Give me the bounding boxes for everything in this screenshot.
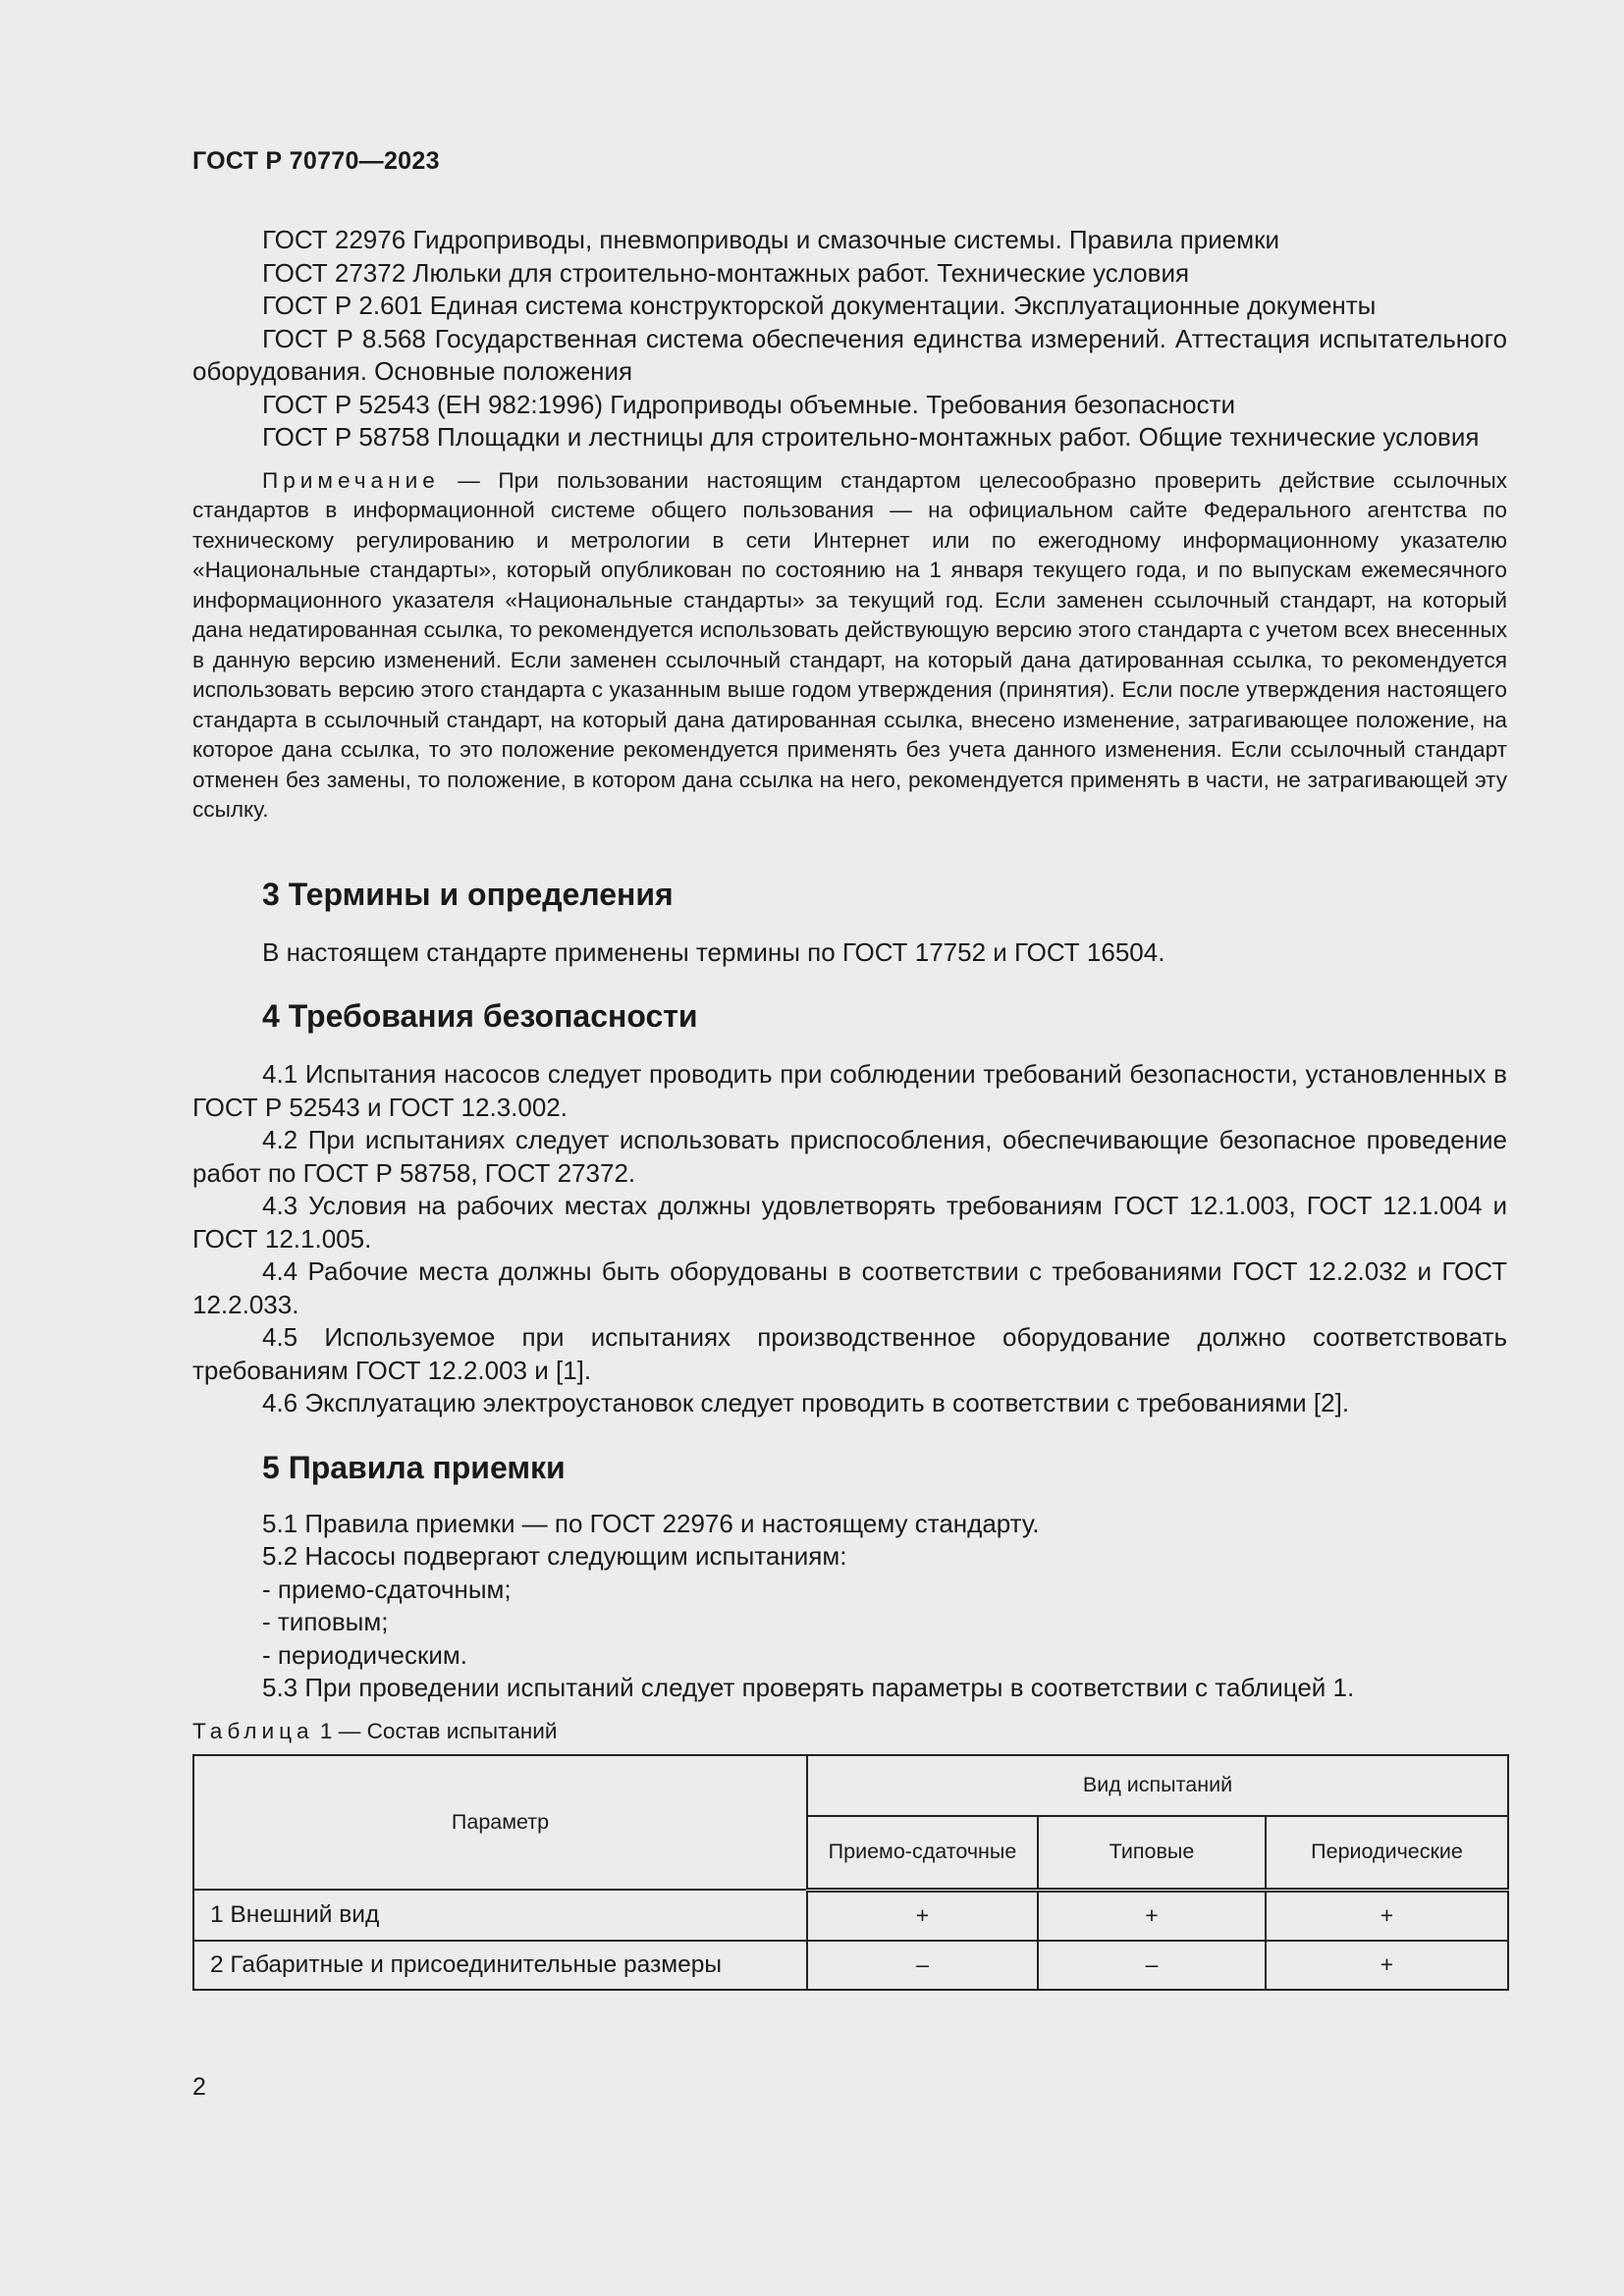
- ref-item: ГОСТ 22976 Гидроприводы, пневмоприводы и смазочные системы. Правила приемки: [262, 225, 1279, 254]
- clause-5-2: 5.2 Насосы подвергают следующим испытаниям:: [262, 1541, 847, 1571]
- clause-4-2: 4.2 При испытаниях следует использовать приспособления, обеспечивающие безопасное проведение работ по ГОСТ Р 58758, ГОСТ 27372.: [192, 1125, 1507, 1188]
- page-number: 2: [192, 2073, 206, 2101]
- ref-item: ГОСТ Р 2.601 Единая система конструкторской документации. Эксплуатационные документы: [262, 291, 1377, 320]
- table-row: [193, 1941, 1508, 1990]
- section-3-heading: 3 Термины и определения: [262, 876, 674, 912]
- table-cell-param: 2 Габаритные и присоединительные размеры: [193, 1941, 807, 1990]
- tests-table: [192, 1754, 1509, 1991]
- ref-item: ГОСТ 27372 Люльки для строительно-монтажных работ. Технические условия: [262, 257, 1190, 288]
- table-cell-mark: +: [1038, 1890, 1266, 1941]
- table-header-param: Параметр: [193, 1755, 807, 1891]
- page-header-doc-id: ГОСТ Р 70770—2023: [192, 147, 440, 175]
- table-header-type: Типовые: [1038, 1816, 1266, 1891]
- table-header-group: Вид испытаний: [807, 1755, 1508, 1816]
- table-header-row: [193, 1755, 1508, 1816]
- list-item: - типовым;: [262, 1607, 389, 1636]
- table-caption-label: Таблица: [192, 1718, 314, 1743]
- ref-item: ГОСТ Р 58758 Площадки и лестницы для строительно-монтажных работ. Общие технические условия: [262, 422, 1480, 452]
- table-header-periodic: Периодические: [1266, 1816, 1508, 1891]
- note-paragraph: [192, 466, 1507, 826]
- table-cell-mark: +: [1266, 1890, 1508, 1941]
- list-item: - приемо-сдаточным;: [262, 1574, 512, 1604]
- section-4-heading: 4 Требования безопасности: [262, 998, 698, 1034]
- section-3-text: В настоящем стандарте применены термины по ГОСТ 17752 и ГОСТ 16504.: [262, 936, 1165, 967]
- table-cell-param: 1 Внешний вид: [193, 1890, 807, 1941]
- table-cell-mark: –: [1038, 1941, 1266, 1990]
- table-row: [193, 1890, 1508, 1941]
- ref-item: ГОСТ Р 8.568 Государственная система обеспечения единства измерений. Аттестация испытательного оборудования. Основные положения: [192, 323, 1507, 386]
- table-cell-mark: +: [1266, 1941, 1508, 1990]
- clause-4-5: 4.5 Используемое при испытаниях производственное оборудование должно соответствовать требованиям ГОСТ 12.2.003 и [1].: [192, 1322, 1507, 1385]
- clause-4-3: 4.3 Условия на рабочих местах должны удовлетворять требованиям ГОСТ 12.1.003, ГОСТ 12.1.004 и ГОСТ 12.1.005.: [192, 1191, 1507, 1254]
- page-content: [192, 224, 1507, 1991]
- note-label: Примечание: [262, 467, 440, 493]
- table-cell-mark: –: [807, 1941, 1038, 1990]
- ref-item: ГОСТ Р 52543 (ЕН 982:1996) Гидроприводы объемные. Требования безопасности: [262, 389, 1236, 419]
- clause-4-1: 4.1 Испытания насосов следует проводить при соблюдении требований безопасности, установленных в ГОСТ Р 52543 и ГОСТ 12.3.002.: [192, 1059, 1507, 1122]
- clause-4-6: 4.6 Эксплуатацию электроустановок следует проводить в соответствии с требованиями [2].: [262, 1388, 1350, 1417]
- table-header-acceptance: Приемо-сдаточные: [807, 1816, 1038, 1891]
- clause-5-1: 5.1 Правила приемки — по ГОСТ 22976 и настоящему стандарту.: [262, 1508, 1040, 1538]
- note-text: — При пользовании настоящим стандартом целесообразно проверить действие ссылочных стандартов в информационной системе общего пользования — на официальном сайте Федерального агентства по техническому регулированию и метрологии в сети Интернет или по ежегодному информационному указателю «Национальные стандарты», который опубликован по состоянию на 1 января текущего года, и по выпускам ежемесячного информационного указателя «Национальные стандарты» за текущий год. Если заменен ссылочный стандарт, на который дана недатированная ссылка, то рекомендуется использовать действующую версию этого стандарта с учетом всех внесенных в данную версию изменений. Если заменен ссылочный стандарт, на который дана датированная ссылка, то рекомендуется использовать версию этого стандарта с указанным выше годом утверждения (принятия). Если после утверждения настоящего стандарта в ссылочный стандарт, на который дана датированная ссылка, внесено изменение, затрагивающее положение, на которое дана ссылка, то это положение рекомендуется применять без учета данного изменения. Если ссылочный стандарт отменен без замены, то положение, в котором дана ссылка на него, рекомендуется применять в части, не затрагивающей эту ссылку.: [192, 467, 1507, 822]
- clause-5-3: 5.3 При проведении испытаний следует проверять параметры в соответствии с таблицей 1.: [262, 1673, 1355, 1702]
- table-caption-text: 1 — Состав испытаний: [313, 1718, 558, 1743]
- section-5-heading: 5 Правила приемки: [262, 1449, 566, 1485]
- table-caption: [192, 1719, 1507, 1744]
- table-cell-mark: +: [807, 1890, 1038, 1941]
- clause-4-4: 4.4 Рабочие места должны быть оборудованы в соответствии с требованиями ГОСТ 12.2.032 и ГОСТ 12.2.033.: [192, 1256, 1507, 1319]
- list-item: - периодическим.: [262, 1639, 467, 1670]
